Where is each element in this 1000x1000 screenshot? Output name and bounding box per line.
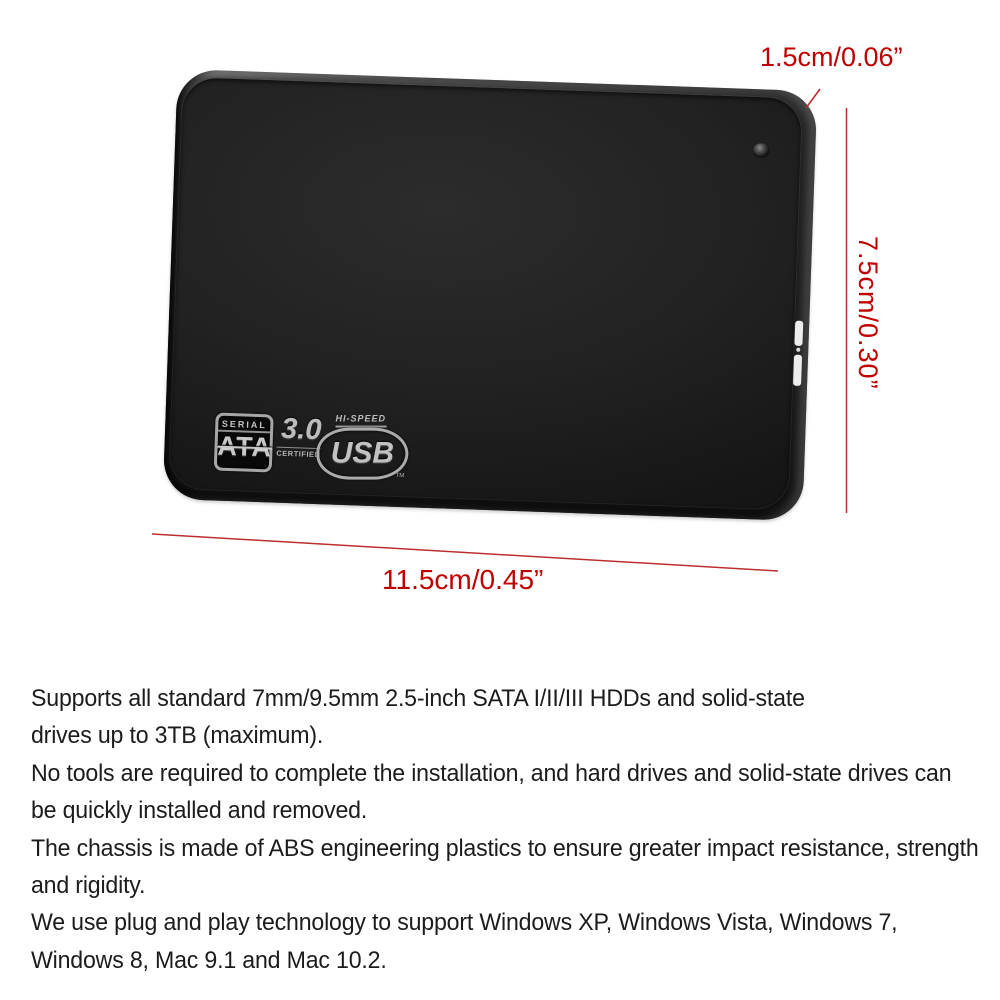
ata-label: ATA — [217, 430, 273, 463]
serial-label: SERIAL — [218, 419, 270, 434]
description-line: We use plug and play technology to support Windows XP, Windows Vista, Windows 7, — [31, 909, 898, 937]
description-line: drives up to 3TB (maximum). — [31, 722, 324, 750]
description-line: be quickly installed and removed. — [31, 797, 368, 825]
description-paragraph — [31, 680, 979, 979]
description-line: The chassis is made of ABS engineering plastics to ensure greater impact resistance, strength — [31, 834, 979, 862]
usb-certified-label: CERTIFIED — [276, 448, 321, 460]
description-line: No tools are required to complete the installation, and hard drives and solid-state drives can — [31, 759, 952, 787]
usb-version-label: 3.0 — [280, 412, 323, 447]
thickness-tick-line — [806, 89, 820, 108]
usb-tm-label: TM — [395, 472, 405, 480]
usb-hispeed-label: HI-SPEED — [336, 414, 387, 428]
description-line: and rigidity. — [31, 872, 146, 900]
dimension-label-height: 7.5cm/0.30” — [853, 236, 883, 390]
description-line: Windows 8, Mac 9.1 and Mac 10.2. — [31, 946, 387, 974]
dimension-label-thickness: 1.5cm/0.06” — [760, 42, 903, 72]
description-line: Supports all standard 7mm/9.5mm 2.5-inch SATA I/II/III HDDs and solid-state — [31, 685, 805, 712]
dimension-label-width: 11.5cm/0.45” — [382, 564, 544, 595]
usb-label: USB — [330, 436, 395, 470]
